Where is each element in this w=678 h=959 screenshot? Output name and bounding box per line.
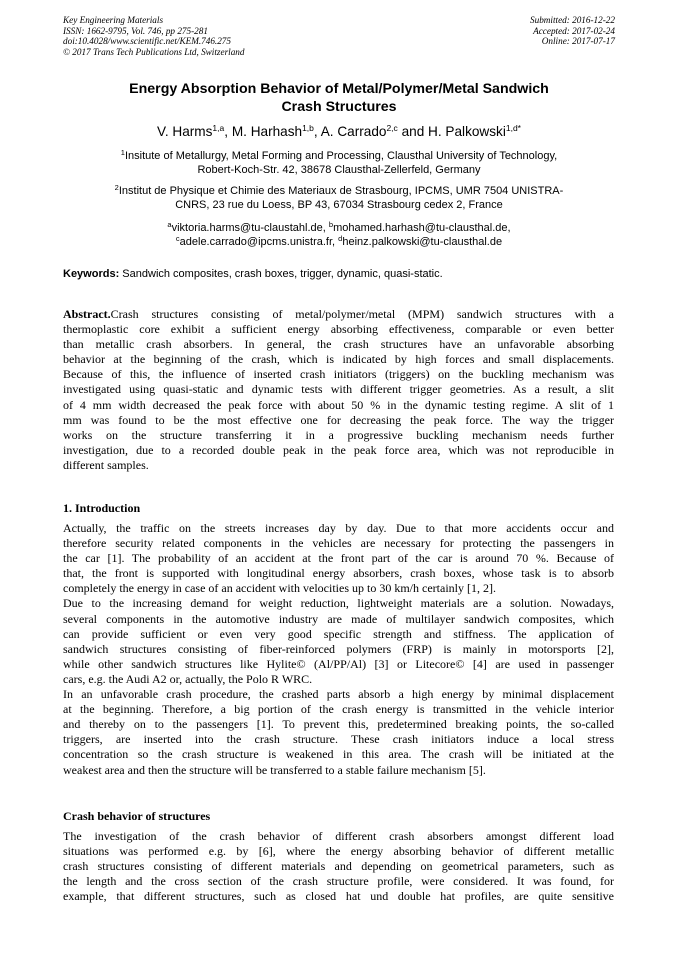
body-line: the length and the cross section of the crash structure profile, were considered. It was found, for	[63, 874, 614, 889]
body-line: In an unfavorable crash procedure, the crashed parts absorb a high energy by minimal displacement	[63, 687, 614, 702]
accepted-date: Accepted: 2017-02-24	[533, 25, 615, 36]
abstract-line: investigation, due to a recorded double peak in the peak force area, which was not reproducible in	[63, 442, 614, 457]
affiliation-line: Robert-Koch-Str. 42, 38678 Clausthal-Zellerfeld, Germany	[197, 164, 481, 177]
email-address[interactable]: viktoria.harms@tu-claustahl.de,	[171, 222, 326, 234]
journal-header	[63, 15, 244, 57]
affiliation-mark: 2	[114, 183, 119, 192]
crash-behavior-body	[63, 829, 614, 904]
abstract-line: works on the structure transferring it in a progressive buckling mechanism needs further	[63, 427, 614, 442]
body-line: triggers, are inserted into the crash structure. These crash initiators induce a local stress	[63, 732, 614, 747]
email-mark: a	[167, 220, 172, 229]
body-line: and thereby on to the passengers [1]. To prevent this, predetermined breaking points, the so-called	[63, 717, 614, 732]
author-separator: ,	[313, 124, 318, 139]
affiliation-2	[70, 184, 608, 212]
author-name: A. Carrado	[320, 124, 387, 139]
abstract-line: mm was found to be the most effective one for decreasing the peak force. The way the trigger	[63, 412, 614, 427]
author-name: M. Harhash	[231, 124, 303, 139]
body-line: that, the front is supported with longitudinal energy absorbers, crash boxes, whose task is to absorb	[63, 566, 614, 581]
body-line: Actually, the traffic on the streets increases day by day. Due to that more accidents occur and	[63, 521, 614, 535]
body-line: crash structures consisting of different materials and depending on geometrical parameters, such as	[63, 859, 614, 874]
abstract-line-text: Crash structures consisting of metal/polymer/metal (MPM) sandwich structures with a	[110, 307, 614, 321]
author-emails	[70, 221, 608, 249]
body-line: sandwich structures consisting of fiber-reinforced polymers (FRP) is mainly in motorsports [2],	[63, 641, 614, 656]
affiliation-line: Insitute of Metallurgy, Metal Forming and Processing, Clausthal University of Technology,	[124, 150, 558, 162]
email-address[interactable]: adele.carrado@ipcms.unistra.fr,	[179, 236, 336, 249]
abstract-label: Abstract.	[63, 307, 111, 321]
body-line: concentration so the crash structure is weakened in this area. The crash will be initiated at the	[63, 747, 614, 762]
abstract-line: of 4 mm width decreased the peak force with about 50 % in the dynamic testing regime. A slit of 1	[63, 397, 614, 412]
body-line: can provide sufficient or even very good specific strength and stiffness. The application of	[63, 626, 614, 641]
body-line: situations was performed e.g. by [6], where the energy absorbing behavior of different metallic	[63, 844, 614, 859]
dates-header	[530, 15, 615, 47]
abstract-line: investigated using quasi-static and dynamic tests with different trigger geometries. As a result, a slit	[63, 382, 614, 397]
abstract-line	[63, 307, 614, 322]
body-line: therefore security related components in the vehicles are necessary for protecting the passengers in	[63, 536, 614, 551]
body-line: Due to the increasing demand for weight reduction, lightweight materials are a solution. Nowadays,	[63, 596, 614, 611]
affiliation-line: Institut de Physique et Chimie des Materiaux de Strasbourg, IPCMS, UMR 7504 UNISTRA-	[118, 185, 564, 197]
author-name: H. Palkowski	[428, 124, 506, 139]
section-heading-crash-behavior: Crash behavior of structures	[63, 809, 211, 823]
abstract-line: different samples.	[63, 457, 149, 472]
body-line: while other sandwich structures like Hylite© (Al/PP/Al) [3] or Litecore© [4] are used in passenger	[63, 656, 614, 671]
body-line: at the beginning. Therefore, a big portion of the crash energy is transmitted in the vehicle interior	[63, 702, 614, 717]
author-affil-mark: 1,d*	[505, 123, 521, 133]
body-line: completely the energy in case of an accident with velocities up to 30 km/h certainly [1, 2].	[63, 581, 496, 596]
body-line: example, that different structures, such as closed hat und double hat profiles, are quite sensitive	[63, 889, 614, 904]
keywords	[63, 267, 615, 281]
keywords-text: Sandwich composites, crash boxes, trigger, dynamic, quasi-static.	[119, 268, 443, 280]
author-affil-mark: 1,b	[302, 123, 314, 133]
abstract-line: behavior at the beginning of the crash, which is indicated by high forces and small displacements.	[63, 352, 614, 367]
author-conjunction: and	[401, 124, 425, 139]
abstract-line: Because of this, the influence of inserted crash initiators (triggers) on the buckling mechanism was	[63, 367, 614, 382]
abstract-line: thermoplastic core exhibit a sufficient energy absorbing effectiveness, comparable or even better	[63, 322, 614, 337]
paper-title	[60, 81, 618, 116]
submitted-date: Submitted: 2016-12-22	[530, 15, 615, 25]
body-line: several components in the automotive industry are made of multilayer sandwich composites, which	[63, 611, 614, 626]
author-affil-mark: 2,c	[386, 123, 398, 133]
journal-doi: doi:10.4028/www.scientific.net/KEM.746.275	[63, 36, 231, 47]
affiliation-1	[70, 149, 608, 177]
author-affil-mark: 1,a	[212, 123, 225, 133]
email-mark: d	[338, 234, 343, 244]
section-heading-introduction: 1. Introduction	[63, 501, 141, 515]
abstract-line: than metallic crash absorbers. In general, the crash structures have an unfavorable absorbing	[63, 337, 614, 352]
email-address[interactable]: mohamed.harhash@tu-clausthal.de,	[333, 222, 511, 234]
body-line: weakest area and then the structure will be transferred to a stable failure mechanism [5].	[63, 762, 486, 777]
author-list	[60, 123, 618, 140]
introduction-body	[63, 521, 614, 778]
journal-name: Key Engineering Materials	[63, 15, 164, 25]
journal-issn: ISSN: 1662-9795, Vol. 746, pp 275-281	[63, 25, 208, 36]
title-line: Crash Structures	[281, 98, 397, 115]
email-mark: c	[175, 234, 180, 244]
abstract	[63, 307, 614, 473]
email-mark: b	[328, 220, 334, 229]
journal-copyright: © 2017 Trans Tech Publications Ltd, Switzerland	[63, 46, 245, 57]
keywords-label: Keywords:	[63, 268, 120, 280]
email-address[interactable]: heinz.palkowski@tu-clausthal.de	[342, 236, 503, 249]
body-line: cars, e.g. the Audi A2 or, actually, the Polo R WRC.	[63, 671, 313, 686]
body-line: the car [1]. The probability of an accident at the front part of the car is around 70 %. Because of	[63, 551, 614, 566]
affiliation-line: CNRS, 23 rue du Loess, BP 43, 67034 Strasbourg cedex 2, France	[175, 199, 503, 212]
affiliation-mark: 1	[120, 148, 125, 157]
online-date: Online: 2017-07-17	[541, 36, 615, 47]
body-line: The investigation of the crash behavior of different crash absorbers amongst different load	[63, 829, 614, 843]
author-separator: ,	[224, 124, 229, 139]
title-line: Energy Absorption Behavior of Metal/Polymer/Metal Sandwich	[129, 81, 549, 97]
author-name: V. Harms	[157, 124, 213, 139]
